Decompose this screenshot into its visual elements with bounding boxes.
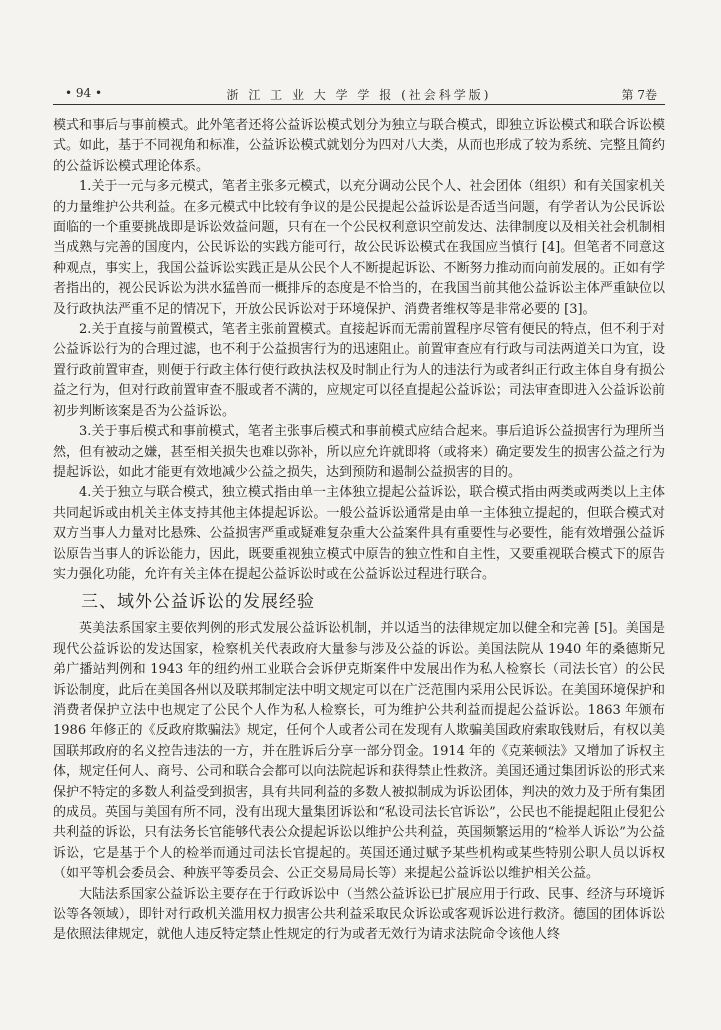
paragraph: 模式和事后与事前模式。此外笔者还将公益诉讼模式划分为独立与联合模式，即独立诉讼模式和联合诉讼模式。如此，基于不同视角和标准，公益诉讼模式就划分为四对八大类，从而也形成了较为系统、完整且简约的公益诉讼模式理论体系。: [53, 118, 665, 174]
journal-title: 浙 江 工 业 大 学 学 报 (社会科学版): [226, 88, 492, 102]
page-number: • 94 •: [65, 86, 103, 100]
section-heading: 三、域外公益诉讼的发展经验: [81, 592, 315, 613]
paragraph: 3.关于事后模式和事前模式，笔者主张事后模式和事前模式应结合起来。事后追诉公益损害行为理所当然，但有被动之嫌，甚至相关损失也难以弥补，所以应允许就即将（或将来）确定要发生的损害公益之行为提起诉讼，如此才能更有效地减少公益之损失，达到预防和遏制公益损害的目的。: [53, 424, 665, 480]
paragraph: 4.关于独立与联合模式，独立模式指由单一主体独立提起公益诉讼，联合模式指由两类或两类以上主体共同起诉或由机关主体支持其他主体提起诉讼。一般公益诉讼通常是由单一主体独立提起的，但联合模式对双方当事人力量对比悬殊、公益损害严重或疑难复杂重大公益案件具有重要性与必要性，能有效增强公益诉讼原告当事人的诉讼能力，因此，既要重视独立模式中原告的独立性和自主性，又要重视联合模式下的原告实力强化功能，允许有关主体在提起公益诉讼时或在公益诉讼过程进行联合。: [53, 485, 665, 582]
article-body: [53, 116, 665, 946]
paragraph: 1.关于一元与多元模式，笔者主张多元模式，以充分调动公民个人、社会团体（组织）和有关国家机关的力量维护公共利益。在多元模式中比较有争议的是公民提起公益诉讼是否适当问题，有学者认为公民诉讼面临的一个重要挑战即是诉讼效益问题，只有在一个公民权利意识空前发达、法律制度以及相关社会机制相当成熟与完善的国度内，公民诉讼的实践方能可行，故公民诉讼模式在我国应当慎行 [4]。但笔者不同意这种观点，事实上，我国公益诉讼实践正是从公民个人不断提起诉讼、不断努力推动而向前发展的。正如有学者指出的，视公民诉讼为洪水猛兽而一概排斥的态度是不恰当的，在我国当前其他公益诉讼主体严重缺位以及行政执法严重不足的情况下，开放公民诉讼对于环境保护、消费者维权等是非常必要的 [3]。: [53, 179, 665, 317]
header-rule: [53, 104, 665, 105]
volume-label: 第 7卷: [621, 88, 657, 102]
paragraph: 英美法系国家主要依判例的形式发展公益诉讼机制，并以适当的法律规定加以健全和完善 [5]。美国是现代公益诉讼的发达国家，检察机关代表政府大量参与涉及公益的诉讼。美国法院从 1940 年的桑德斯兄弟广播站判例和 1943 年的纽约州工业联合会诉伊克斯案件中发展出作为私人检察长（司法长官）的公民诉讼制度，此后在美国各州以及联邦制定法中明文规定可以在广泛范围内采用公民诉讼。在美国环境保护和消费者保护立法中也规定了公民个人作为私人检察长，可为维护公共利益而提起公益诉讼。1863 年颁布 1986 年修正的《反政府欺骗法》规定，任何个人或者公司在发现有人欺骗美国政府索取钱财后，有权以美国联邦政府的名义控告违法的一方，并在胜诉后分享一部分罚金。1914 年的《克莱顿法》又增加了诉权主体，规定任何人、商号、公司和联合会都可以向法院起诉和获得禁止性救济。美国还通过集团诉讼的形式来保护不特定的多数人利益受到损害，具有共同利益的多数人被拟制成为诉讼团体，判决的效力及于所有集团的成员。英国与美国有所不同，没有出现大量集团诉讼和“私设司法长官诉讼”，公民也不能提起阻止侵犯公共利益的诉讼，只有法务长官能够代表公众提起诉讼以维护公共利益，英国频繁运用的“检举人诉讼”为公益诉讼，它是基于个人的检举而通过司法长官提起的。英国还通过赋予某些机构或某些特别公职人员以诉权（如平等机会委员会、种族平等委员会、公正交易局局长等）来提起公益诉讼以维护相关公益。: [53, 621, 665, 882]
paragraph: 大陆法系国家公益诉讼主要存在于行政诉讼中（当然公益诉讼已扩展应用于行政、民事、经济与环境诉讼等各领域），即针对行政机关滥用权力损害公共利益采取民众诉讼或客观诉讼进行救济。德国的团体诉讼是依照法律规定，就他人违反特定禁止性规定的行为或者无效行为请求法院命令该他人终: [53, 886, 665, 943]
paragraph: 2.关于直接与前置模式，笔者主张前置模式。直接起诉而无需前置程序尽管有便民的特点，但不利于对公益诉讼行为的合理过滤，也不利于公益损害行为的迅速阻止。前置审查应有行政与司法两道关口为宜，设置行政前置审查，则便于行政主体行使行政执法权及时制止行为人的违法行为或者纠正行政主体自身有损公益之行为，但对行政前置审查不服或者不满的，应规定可以径直提起公益诉讼；司法审查即进入公益诉讼前初步判断该案是否为公益诉讼。: [53, 322, 665, 419]
running-header: [53, 84, 665, 102]
